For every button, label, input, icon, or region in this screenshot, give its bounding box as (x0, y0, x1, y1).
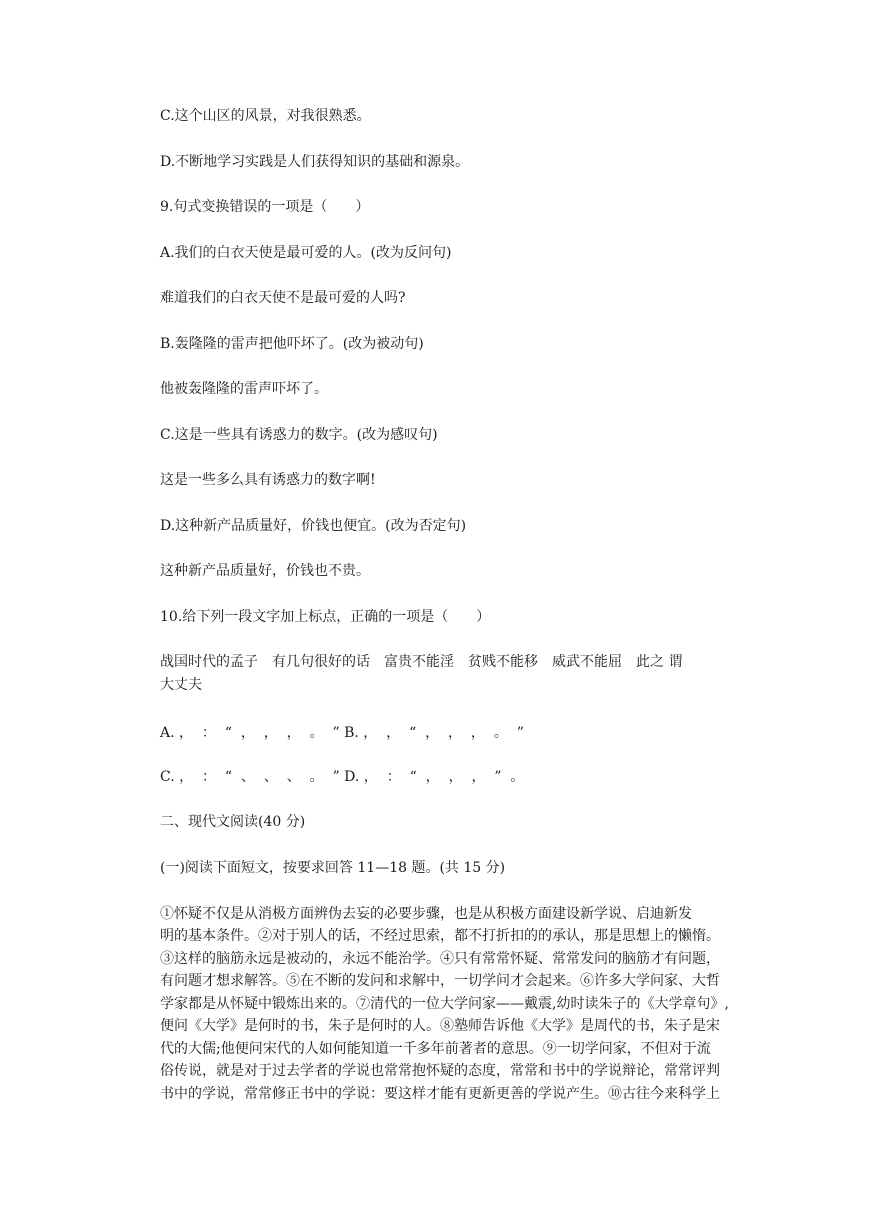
q9-option-c-result: 这是一些多么具有诱惑力的数字啊! (160, 472, 376, 488)
reading-line-9: 书中的学说，常常修正书中的学说：要这样才能有更新更善的学说产生。⑩古往今来科学上 (160, 1086, 720, 1102)
reading-line-1: ①怀疑不仅是从消极方面辨伪去妄的必要步骤，也是从积极方面建设新学说、启迪新发 (160, 906, 692, 922)
subsection-title: (一)阅读下面短文，按要求回答 11—18 题。(共 15 分) (160, 860, 506, 876)
q9-option-c: C.这是一些具有诱惑力的数字。(改为感叹句) (160, 427, 438, 443)
reading-line-8: 俗传说，就是对于过去学者的学说也常常抱怀疑的态度，常常和书中的学说辩论，常常评判 (160, 1063, 720, 1079)
reading-line-6: 便问《大学》是何时的书，朱子是何时的人。⑧塾师告诉他《大学》是周代的书，朱子是宋 (160, 1018, 720, 1034)
q9-option-a-result: 难道我们的白衣天使不是最可爱的人吗? (160, 290, 406, 306)
reading-line-2: 明的基本条件。②对于别人的话，不经过思索，都不打折扣的的承认，那是思想上的懒惰。 (160, 928, 720, 944)
reading-line-3: ③这样的脑筋永远是被动的，永远不能治学。④只有常常怀疑、常常发问的脑筋才有问题， (160, 951, 720, 967)
reading-line-4: 有问题才想求解答。⑤在不断的发问和求解中，一切学问才会起来。⑥许多大学问家、大哲 (160, 973, 720, 989)
question-9: 9.句式变换错误的一项是（ ） (160, 199, 370, 215)
q10-options-ab: A. ， ： “ ， ， ， 。 ” B. ， ， “ ， ， ， 。 ” (160, 725, 524, 741)
reading-line-7: 代的大儒;他便问宋代的人如何能知道一千多年前著者的意思。⑨一切学问家，不但对于流 (160, 1041, 711, 1057)
section-title: 二、现代文阅读(40 分) (160, 814, 306, 830)
option-d-sentence: D.不断地学习实践是人们获得知识的基础和源泉。 (160, 154, 470, 170)
q9-option-b-result: 他被轰隆隆的雷声吓坏了。 (160, 381, 328, 397)
q10-passage-line-2: 大丈夫 (160, 677, 202, 693)
q9-option-d-result: 这种新产品质量好，价钱也不贵。 (160, 563, 370, 579)
q10-options-cd: C. ， ： “ 、 、 、 。 ” D. ， ： “ ， ， ， ” 。 (160, 769, 525, 785)
q9-option-a: A.我们的白衣天使是最可爱的人。(改为反问句) (160, 245, 452, 261)
option-c-sentence: C.这个山区的风景，对我很熟悉。 (160, 108, 371, 124)
question-10: 10.给下列一段文字加上标点，正确的一项是（ ） (160, 609, 491, 625)
q10-passage-line-1: 战国时代的孟子 有几句很好的话 富贵不能淫 贫贱不能移 威武不能屈 此之 谓 (160, 654, 683, 670)
reading-line-5: 学家都是从怀疑中锻炼出来的。⑦清代的一位大学问家——戴震,幼时读朱子的《大学章句》, (160, 996, 729, 1012)
q9-option-d: D.这种新产品质量好，价钱也便宜。(改为否定句) (160, 518, 467, 534)
q9-option-b: B.轰隆隆的雷声把他吓坏了。(改为被动句) (160, 336, 424, 352)
